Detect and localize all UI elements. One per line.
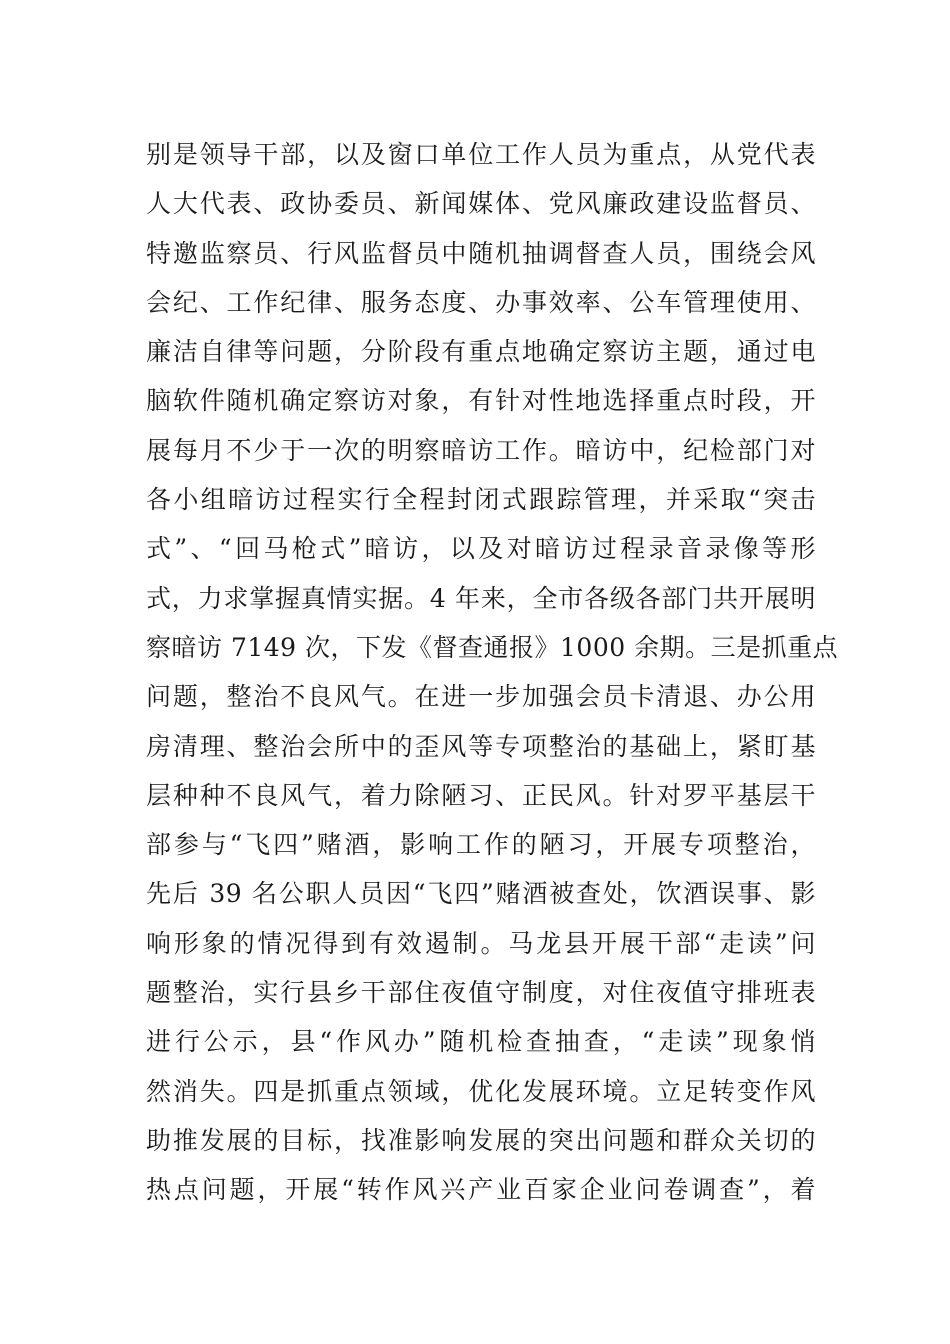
text-line-19: 进行公示，县“作风办”随机检查抽查，“走读”现象悄 — [146, 1027, 816, 1057]
text-line-12: 问题，整治不良风气。在进一步加强会员卡清退、办公用 — [146, 682, 816, 712]
text-line-14: 层种种不良风气，着力除陋习、正民风。针对罗平基层干 — [146, 780, 816, 810]
text-line-6: 脑软件随机确定察访对象，有针对性地选择重点时段，开 — [146, 386, 816, 416]
text-line-18: 题整治，实行县乡干部住夜值守制度，对住夜值守排班表 — [146, 978, 816, 1008]
text-line-3: 特邀监察员、行风监督员中随机抽调督查人员，围绕会风 — [146, 238, 816, 268]
text-line-16: 先后 39 名公职人员因“飞四”赌酒被查处，饮酒误事、影 — [146, 879, 816, 909]
text-line-13: 房清理、整治会所中的歪风等专项整治的基础上，紧盯基 — [146, 731, 816, 761]
text-line-20: 然消失。四是抓重点领域，优化发展环境。立足转变作风 — [146, 1076, 816, 1106]
text-line-15: 部参与“飞四”赌酒，影响工作的陋习，开展专项整治， — [146, 830, 816, 860]
text-line-5: 廉洁自律等问题，分阶段有重点地确定察访主题，通过电 — [146, 337, 816, 367]
text-line-8: 各小组暗访过程实行全程封闭式跟踪管理，并采取“突击 — [146, 485, 816, 515]
text-line-7: 展每月不少于一次的明察暗访工作。暗访中，纪检部门对 — [146, 435, 816, 465]
text-line-4: 会纪、工作纪律、服务态度、办事效率、公车管理使用、 — [146, 287, 816, 317]
text-line-11: 察暗访 7149 次，下发《督查通报》1000 余期。三是抓重点 — [146, 632, 839, 662]
body-text — [146, 130, 839, 1215]
text-line-22: 热点问题，开展“转作风兴产业百家企业问卷调查”，着 — [146, 1175, 816, 1205]
text-line-2: 人大代表、政协委员、新闻媒体、党风廉政建设监督员、 — [146, 189, 816, 219]
text-line-21: 助推发展的目标，找准影响发展的突出问题和群众关切的 — [146, 1125, 816, 1155]
text-line-1: 别是领导干部，以及窗口单位工作人员为重点，从党代表 — [146, 140, 816, 169]
text-line-10: 式，力求掌握真情实据。4 年来，全市各级各部门共开展明 — [146, 583, 816, 613]
text-line-17: 响形象的情况得到有效遏制。马龙县开展干部“走读”问 — [146, 928, 816, 958]
text-line-9: 式”、“回马枪式”暗访，以及对暗访过程录音录像等形 — [146, 534, 816, 564]
